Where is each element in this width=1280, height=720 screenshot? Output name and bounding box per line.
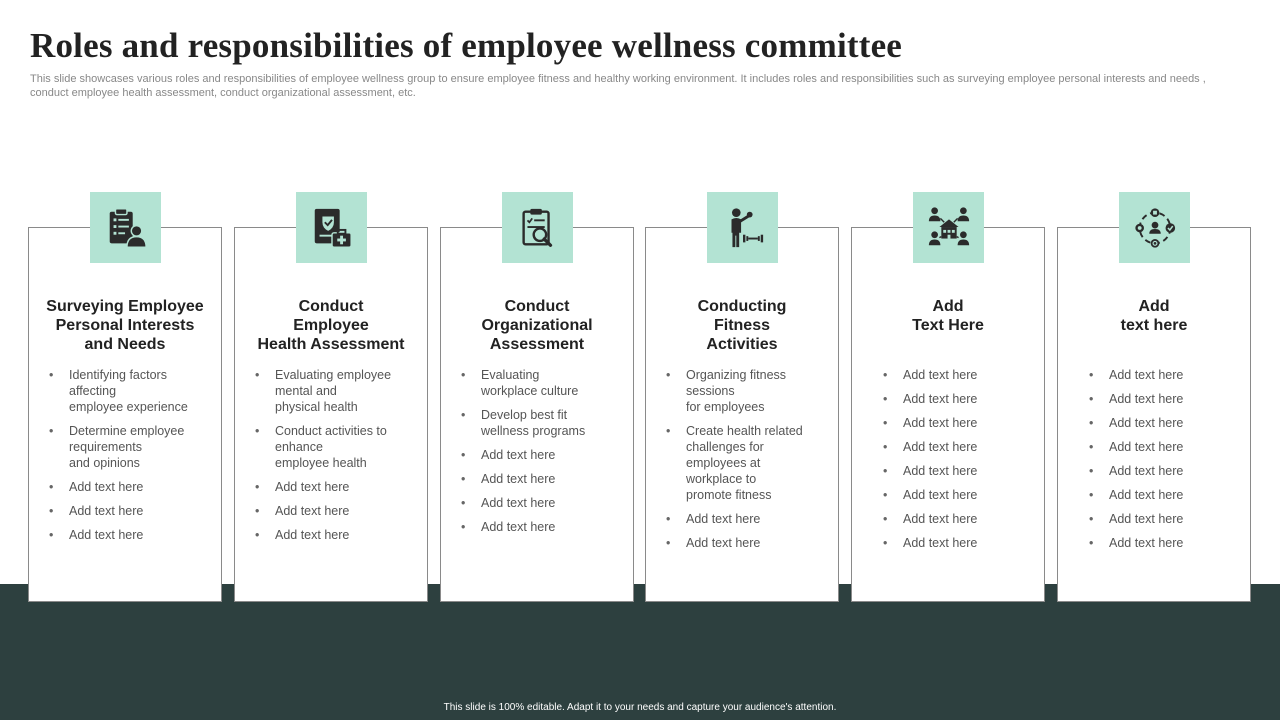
bullet-item: • Add text here xyxy=(1089,367,1183,383)
bullet-item: • Add text here xyxy=(1089,415,1183,431)
bullet-item: • Conduct activities to enhance employee health xyxy=(255,423,391,471)
bullet-list xyxy=(666,367,803,559)
bullet-item: • Add text here xyxy=(883,415,977,431)
bullet-item: • Evaluating employee mental and physical health xyxy=(255,367,391,415)
bullet-item: • Add text here xyxy=(883,463,977,479)
bullet-item: • Add text here xyxy=(883,511,977,527)
role-card-placeholder-2 xyxy=(1057,227,1251,602)
bullet-list xyxy=(1089,367,1183,559)
page-subtitle: This slide showcases various roles and responsibilities of employee wellness group to ensure employee fitness and healthy working environment. It includes roles and responsibilities such as surveying employee personal interests and needs , conduct employee health assessment, conduct organizational assessment, etc. xyxy=(30,73,1206,99)
footer-note: This slide is 100% editable. Adapt it to your needs and capture your audience's attention. xyxy=(443,702,837,713)
page-title: Roles and responsibilities of employee wellness committee xyxy=(30,26,903,65)
bullet-item: • Add text here xyxy=(461,447,585,463)
bullet-list xyxy=(461,367,585,543)
role-card-placeholder-1 xyxy=(851,227,1045,602)
clipboard-magnifier-icon xyxy=(502,192,573,263)
role-card-health-assessment xyxy=(234,227,428,602)
bullet-item: • Add text here xyxy=(461,495,585,511)
bullet-item: • Add text here xyxy=(666,535,803,551)
bullet-item: • Add text here xyxy=(461,519,585,535)
card-title: Add Text Here xyxy=(912,298,984,334)
bullet-item: • Develop best fit wellness programs xyxy=(461,407,585,439)
bullet-item: • Add text here xyxy=(49,479,188,495)
bullet-item: • Add text here xyxy=(49,527,188,543)
card-title: Conducting Fitness Activities xyxy=(697,298,787,353)
bullet-item: • Add text here xyxy=(1089,511,1183,527)
bullet-item: • Add text here xyxy=(666,511,803,527)
bullet-item: • Add text here xyxy=(883,535,977,551)
bullet-item: • Add text here xyxy=(49,503,188,519)
bullet-item: • Add text here xyxy=(1089,487,1183,503)
bullet-item: • Add text here xyxy=(1089,535,1183,551)
card-title: Add text here xyxy=(1120,298,1188,334)
person-dumbbell-icon xyxy=(707,192,778,263)
team-building-icon xyxy=(913,192,984,263)
bullet-item: • Add text here xyxy=(255,479,391,495)
card-title: Conduct Organizational Assessment xyxy=(481,298,593,353)
bullet-item: • Create health related challenges for employees at workplace to promote fitness xyxy=(666,423,803,503)
health-file-medkit-icon xyxy=(296,192,367,263)
bullet-item: • Add text here xyxy=(255,527,391,543)
bullet-list xyxy=(255,367,391,551)
bullet-list xyxy=(883,367,977,559)
bullet-item: • Add text here xyxy=(883,439,977,455)
bullet-item: • Add text here xyxy=(883,487,977,503)
bullet-list xyxy=(49,367,188,551)
bullet-item: • Add text here xyxy=(883,367,977,383)
bullet-item: • Organizing fitness sessions for employees xyxy=(666,367,803,415)
role-card-organizational-assessment xyxy=(440,227,634,602)
people-network-icon xyxy=(1119,192,1190,263)
bullet-item: • Add text here xyxy=(1089,463,1183,479)
bullet-item: • Add text here xyxy=(1089,391,1183,407)
card-title: Surveying Employee Personal Interests and Needs xyxy=(46,298,204,353)
bullet-item: • Evaluating workplace culture xyxy=(461,367,585,399)
bullet-item: • Add text here xyxy=(883,391,977,407)
role-card-fitness-activities xyxy=(645,227,839,602)
bullet-item: • Add text here xyxy=(461,471,585,487)
bullet-item: • Add text here xyxy=(255,503,391,519)
footer-band xyxy=(0,584,1280,720)
bullet-item: • Determine employee requirements and opinions xyxy=(49,423,188,471)
clipboard-person-icon xyxy=(90,192,161,263)
bullet-item: • Identifying factors affecting employee experience xyxy=(49,367,188,415)
bullet-item: • Add text here xyxy=(1089,439,1183,455)
role-card-surveying xyxy=(28,227,222,602)
card-title: Conduct Employee Health Assessment xyxy=(257,298,405,353)
